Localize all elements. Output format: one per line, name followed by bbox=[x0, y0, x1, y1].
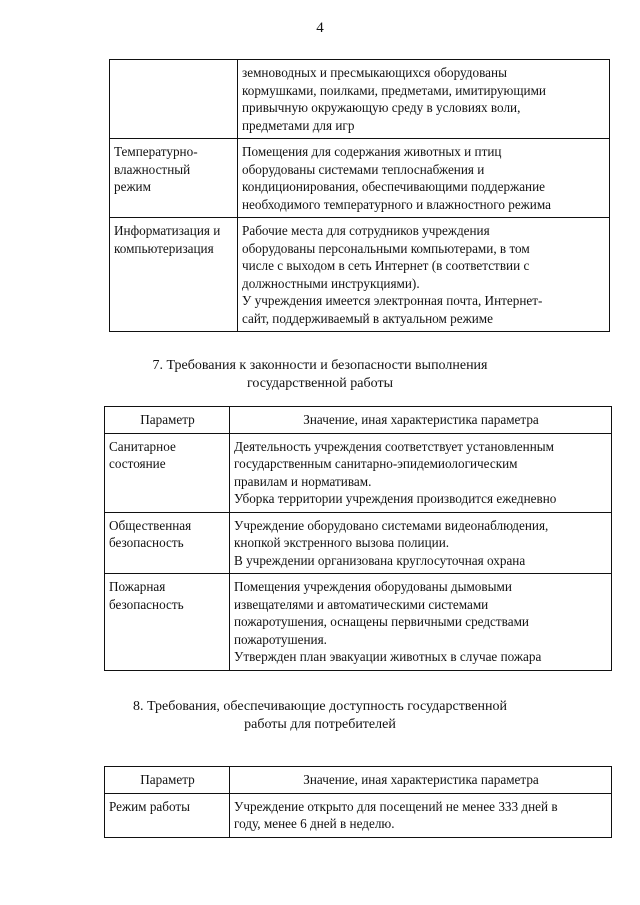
table-body bbox=[105, 433, 612, 670]
table-row bbox=[110, 218, 610, 332]
cell-text-line: У учреждения имеется электронная почта, Интернет- bbox=[242, 293, 543, 308]
cell-text-line: извещателями и автоматическими системами bbox=[234, 596, 489, 612]
value-cell bbox=[238, 218, 610, 332]
cell-text-line: необходимого температурного и влажностного режима bbox=[242, 196, 551, 212]
cell-text-line: оборудованы персональными компьютерами, в том bbox=[242, 240, 530, 256]
header-value: Значение, иная характеристика параметра bbox=[230, 407, 612, 434]
cell-text-line: сайт, поддерживаемый в актуальном режиме bbox=[242, 310, 493, 326]
heading-line: работы для потребителей bbox=[244, 717, 396, 732]
page-number: 4 bbox=[316, 20, 324, 36]
param-cell bbox=[110, 60, 238, 139]
heading-line: 7. Требования к законности и безопасности выполнения bbox=[152, 358, 488, 373]
header-value: Значение, иная характеристика параметра bbox=[230, 767, 612, 794]
value-cell bbox=[230, 433, 612, 512]
cell-text-line: государственным санитарно-эпидемиологическим bbox=[234, 456, 518, 471]
cell-text-line: режим bbox=[114, 179, 151, 194]
table-row bbox=[105, 512, 612, 574]
cell-text-line: безопасность bbox=[109, 535, 184, 550]
cell-text-line: Режим работы bbox=[109, 798, 191, 814]
cell-text-line: безопасность bbox=[109, 596, 184, 612]
heading-line: 8. Требования, обеспечивающие доступность государственной bbox=[132, 699, 508, 714]
cell-text-line: компьютеризация bbox=[114, 240, 214, 256]
cell-text-line: Санитарное bbox=[109, 438, 176, 454]
value-cell bbox=[230, 793, 612, 837]
cell-text-line: правилам и нормативам. bbox=[234, 473, 372, 489]
cell-text-line: оборудованы системами теплоснабжения и bbox=[242, 161, 485, 177]
header-param: Параметр bbox=[105, 407, 230, 434]
table-row bbox=[110, 139, 610, 218]
cell-text-line: В учреждении организована круглосуточная охрана bbox=[234, 552, 526, 568]
param-cell bbox=[110, 218, 238, 332]
cell-text-line: пожаротушения. bbox=[234, 631, 327, 647]
cell-text-line: пожаротушения, оснащены первичными средствами bbox=[234, 614, 529, 629]
table-body bbox=[105, 793, 612, 837]
cell-text-line: Помещения учреждения оборудованы дымовыми bbox=[234, 579, 512, 594]
cell-text-line: земноводных и пресмыкающихся оборудованы bbox=[242, 65, 507, 80]
cell-text-line: Температурно- bbox=[114, 144, 198, 159]
table-row bbox=[110, 60, 610, 139]
table-row bbox=[105, 793, 612, 837]
heading-line: государственной работы bbox=[247, 376, 393, 391]
value-cell bbox=[230, 512, 612, 574]
cell-text-line: Деятельность учреждения соответствует установленным bbox=[234, 438, 554, 454]
cell-text-line: привычную окружающую среду в условиях воли, bbox=[242, 100, 521, 115]
cell-text-line: году, менее 6 дней в неделю. bbox=[234, 816, 395, 831]
header-param: Параметр bbox=[105, 767, 230, 794]
table-row bbox=[105, 433, 612, 512]
param-cell bbox=[105, 574, 230, 671]
table-body bbox=[110, 60, 610, 332]
param-cell bbox=[105, 433, 230, 512]
table-header-row bbox=[105, 767, 612, 794]
value-cell bbox=[230, 574, 612, 671]
cell-text-line: влажностный bbox=[114, 161, 191, 177]
value-cell bbox=[238, 139, 610, 218]
cell-text-line: Помещения для содержания животных и птиц bbox=[242, 144, 502, 159]
cell-text-line: Информатизация и bbox=[114, 223, 221, 238]
cell-text-line: Общественная bbox=[109, 517, 192, 533]
table-facilities-continued bbox=[109, 59, 610, 332]
cell-text-line: Утвержден план эвакуации животных в случае пожара bbox=[234, 649, 542, 664]
table-accessibility bbox=[104, 766, 612, 838]
section-7-heading bbox=[0, 357, 640, 393]
param-cell bbox=[105, 793, 230, 837]
param-cell bbox=[110, 139, 238, 218]
cell-text-line: должностными инструкциями). bbox=[242, 275, 420, 291]
cell-text-line: кнопкой экстренного вызова полиции. bbox=[234, 535, 450, 550]
cell-text-line: Пожарная bbox=[109, 579, 166, 594]
cell-text-line: предметами для игр bbox=[242, 117, 355, 133]
cell-text-line: Учреждение открыто для посещений не менее 333 дней в bbox=[234, 798, 558, 814]
cell-text-line: Учреждение оборудовано системами видеонаблюдения, bbox=[234, 517, 549, 533]
cell-text-line: кормушками, поилками, предметами, имитирующими bbox=[242, 82, 546, 98]
param-cell bbox=[105, 512, 230, 574]
table-row bbox=[105, 574, 612, 671]
table-legality-safety bbox=[104, 406, 612, 671]
table-header-row bbox=[105, 407, 612, 434]
cell-text-line: числе с выходом в сеть Интернет (в соответствии с bbox=[242, 258, 530, 273]
value-cell bbox=[238, 60, 610, 139]
cell-text-line: Уборка территории учреждения производится ежедневно bbox=[234, 491, 557, 506]
cell-text-line: кондиционирования, обеспечивающими поддержание bbox=[242, 179, 546, 194]
cell-text-line: Рабочие места для сотрудников учреждения bbox=[242, 223, 490, 238]
cell-text-line: состояние bbox=[109, 456, 166, 471]
section-8-heading bbox=[0, 698, 640, 734]
